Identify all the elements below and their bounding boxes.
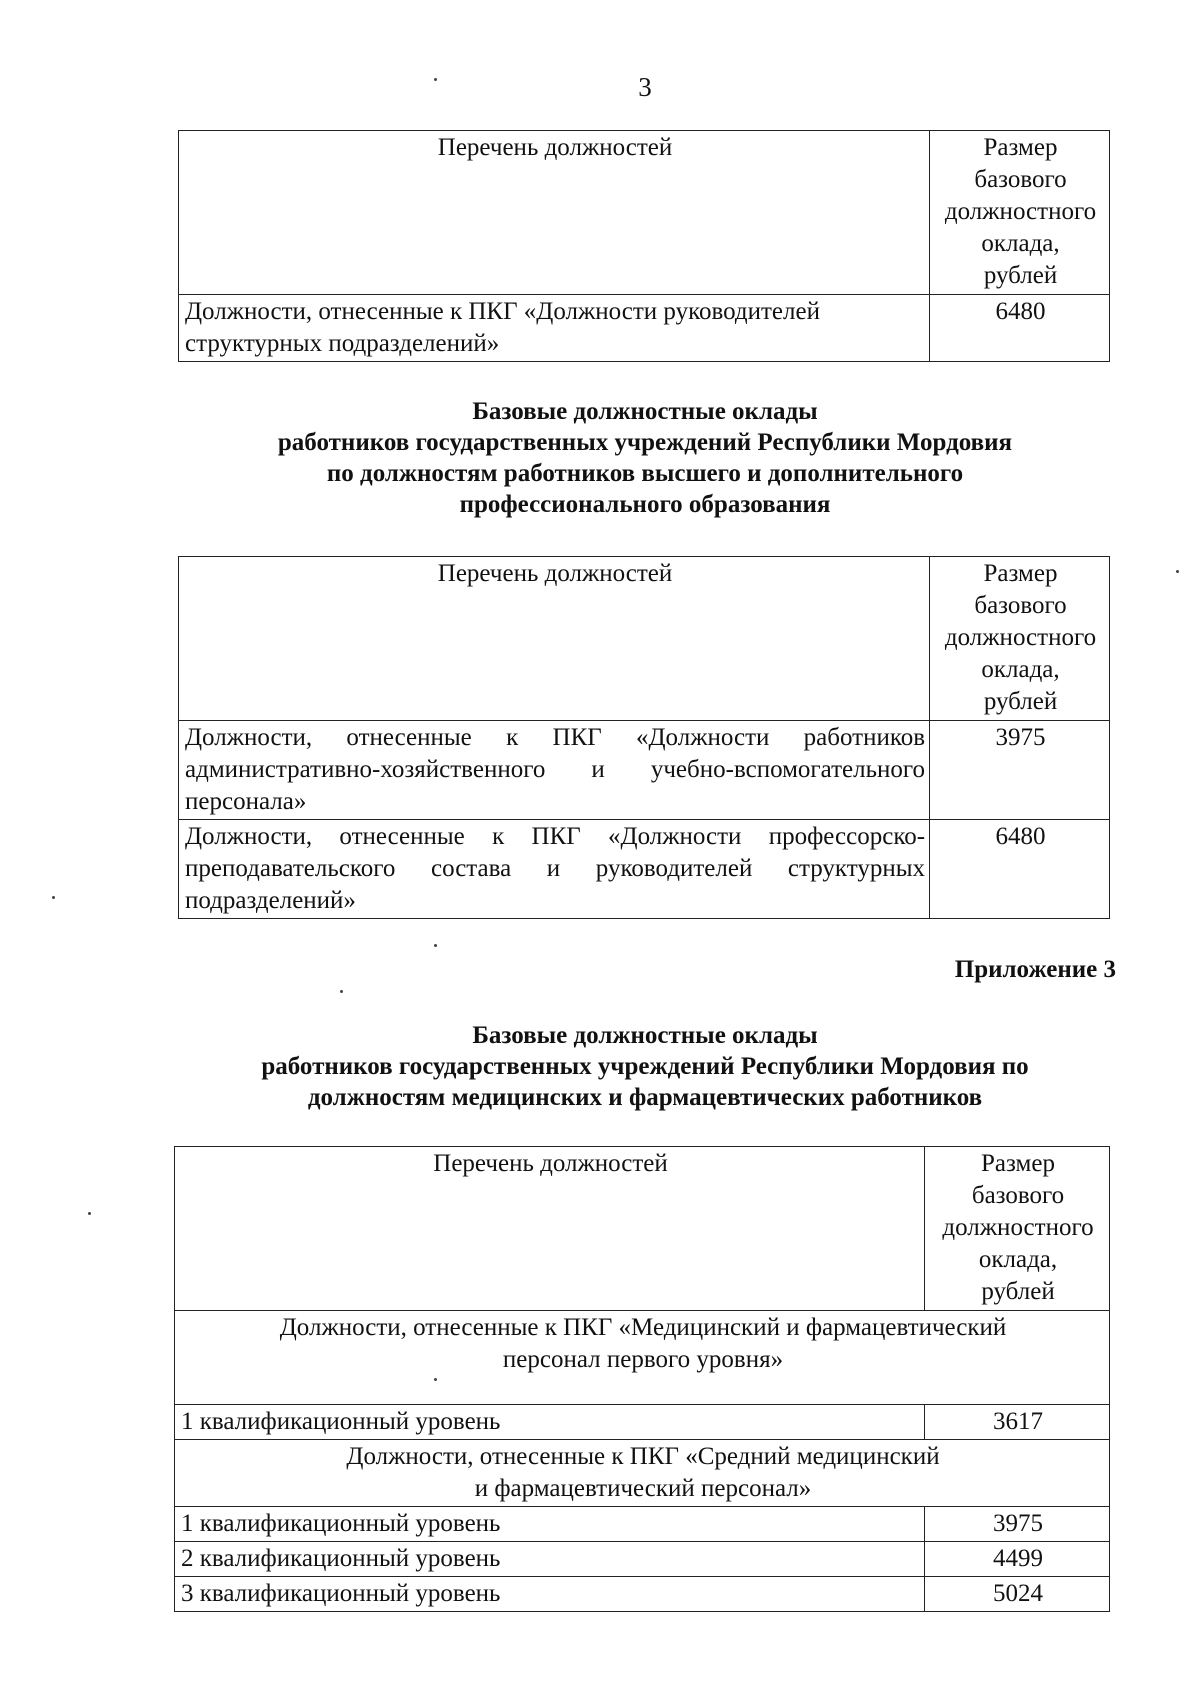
heading-line: работников государственных учреждений Республики Мордовия по bbox=[261, 1053, 1029, 1080]
table-header-row bbox=[179, 131, 1110, 295]
heading-line: должностям медицинских и фармацевтических работников bbox=[307, 1084, 983, 1111]
position-cell: 2 квалификационный уровень bbox=[175, 1542, 925, 1577]
salary-table-higher-education bbox=[178, 556, 1110, 919]
group-header-line: персонал первого уровня» bbox=[502, 1346, 784, 1373]
page-number: 3 bbox=[638, 72, 652, 102]
salary-column-header bbox=[925, 1147, 1110, 1311]
scan-speck bbox=[340, 990, 343, 993]
salary-header-line: оклада, bbox=[981, 656, 1060, 683]
table-row bbox=[175, 1405, 1110, 1440]
salary-value-cell: 6480 bbox=[930, 295, 1110, 362]
position-cell: Должности, отнесенные к ПКГ «Должности работников административно-хозяйственного и учебно-вспомогательного персонала» bbox=[179, 721, 930, 820]
group-header-row bbox=[175, 1440, 1110, 1507]
section-heading-medical bbox=[140, 1020, 1150, 1113]
table-row bbox=[179, 295, 1110, 362]
position-cell: 1 квалификационный уровень bbox=[175, 1405, 925, 1440]
scan-speck bbox=[1176, 570, 1179, 573]
salary-header-line: рублей bbox=[981, 1278, 1055, 1305]
salary-column-header bbox=[930, 557, 1110, 721]
salary-header-line: должностного bbox=[942, 1214, 1094, 1241]
heading-line: работников государственных учреждений Республики Мордовия bbox=[277, 429, 1013, 456]
heading-line: профессионального образования bbox=[459, 491, 831, 518]
salary-header-line: рублей bbox=[983, 262, 1058, 289]
group-header-line: Должности, отнесенные к ПКГ «Медицинский и фармацевтический bbox=[279, 1314, 1007, 1341]
salary-header-line: оклада, bbox=[978, 1246, 1058, 1273]
scan-speck bbox=[52, 896, 55, 899]
group-header-line: и фармацевтический персонал» bbox=[474, 1475, 812, 1502]
group-header-row bbox=[175, 1311, 1110, 1405]
positions-column-header: Перечень должностей bbox=[175, 1147, 925, 1311]
salary-header-line: должностного bbox=[944, 624, 1097, 651]
salary-header-line: базового bbox=[971, 1182, 1065, 1209]
section-heading-higher-education bbox=[140, 396, 1150, 520]
salary-header-line: рублей bbox=[983, 688, 1058, 715]
salary-table-medical bbox=[174, 1146, 1110, 1612]
scan-speck bbox=[434, 1378, 437, 1381]
position-cell: 1 квалификационный уровень bbox=[175, 1507, 925, 1542]
scan-speck bbox=[434, 944, 437, 947]
positions-column-header: Перечень должностей bbox=[179, 131, 930, 295]
salary-value-cell: 3975 bbox=[930, 721, 1110, 820]
salary-header-line: Размер bbox=[983, 560, 1058, 587]
salary-column-header bbox=[930, 131, 1110, 295]
salary-header-line: Размер bbox=[981, 1150, 1055, 1177]
position-cell: Должности, отнесенные к ПКГ «Должности профессорско-преподавательского состава и руководителей структурных подразделений» bbox=[179, 820, 930, 919]
salary-value-cell: 3617 bbox=[925, 1405, 1110, 1440]
table-row bbox=[179, 721, 1110, 820]
salary-value-cell: 3975 bbox=[925, 1507, 1110, 1542]
appendix-label: Приложение 3 bbox=[954, 956, 1116, 983]
salary-value-cell: 6480 bbox=[930, 820, 1110, 919]
table-row bbox=[175, 1542, 1110, 1577]
position-cell: 3 квалификационный уровень bbox=[175, 1577, 925, 1612]
salary-header-line: базового bbox=[974, 592, 1067, 619]
salary-header-line: базового bbox=[974, 166, 1067, 193]
table-row bbox=[175, 1507, 1110, 1542]
salary-value-cell: 4499 bbox=[925, 1542, 1110, 1577]
salary-header-line: Размер bbox=[983, 134, 1058, 161]
salary-header-line: оклада, bbox=[981, 230, 1060, 257]
group-header-cell bbox=[175, 1440, 1110, 1507]
group-header-cell bbox=[175, 1311, 1110, 1405]
table-header-row bbox=[175, 1147, 1110, 1311]
scan-speck bbox=[88, 1212, 91, 1215]
table-row bbox=[175, 1577, 1110, 1612]
salary-table-management bbox=[178, 130, 1110, 362]
position-cell: Должности, отнесенные к ПКГ «Должности руководителей структурных подразделений» bbox=[179, 295, 930, 362]
salary-header-line: должностного bbox=[944, 198, 1097, 225]
table-row bbox=[179, 820, 1110, 919]
heading-line: Базовые должностные оклады bbox=[472, 398, 818, 425]
heading-line: по должностям работников высшего и дополнительного bbox=[326, 460, 964, 487]
heading-line: Базовые должностные оклады bbox=[472, 1022, 818, 1049]
scan-speck bbox=[434, 78, 437, 81]
positions-column-header: Перечень должностей bbox=[179, 557, 930, 721]
table-header-row bbox=[179, 557, 1110, 721]
group-header-line: Должности, отнесенные к ПКГ «Средний медицинский bbox=[346, 1443, 940, 1470]
salary-value-cell: 5024 bbox=[925, 1577, 1110, 1612]
